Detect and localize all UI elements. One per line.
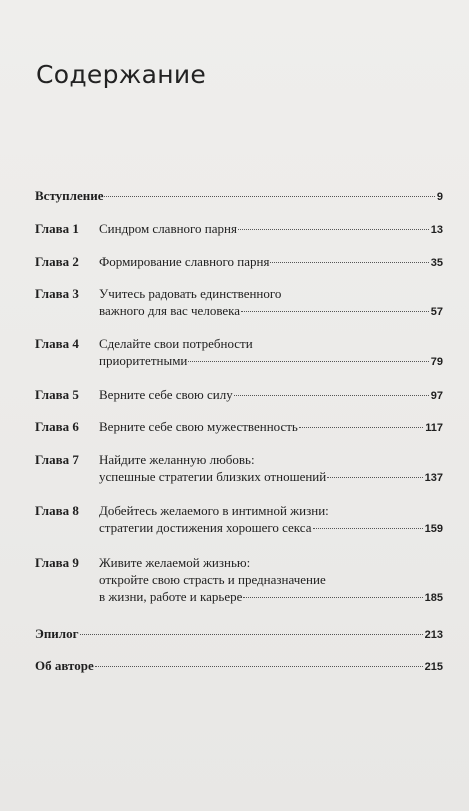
entry-title-line: Об авторе	[35, 658, 94, 673]
entry-title-last-line	[99, 418, 443, 437]
chapter-label: Глава 3	[35, 286, 79, 301]
page-number: 215	[424, 661, 443, 673]
entry-title-last-line	[99, 588, 443, 607]
entry-title	[99, 554, 443, 607]
page-title: Содержание	[36, 60, 207, 89]
entry-title	[99, 418, 443, 437]
dot-leader	[270, 262, 428, 263]
page-number: 35	[430, 257, 443, 269]
page-number: 159	[424, 523, 443, 535]
page-number: 97	[430, 390, 443, 402]
entry-title-line: Живите желаемой жизнью:	[99, 555, 251, 570]
entry-title	[99, 285, 443, 321]
entry-title-last-line	[35, 657, 443, 676]
entry-title-last-line	[99, 519, 443, 538]
chapter-label: Глава 8	[35, 503, 79, 518]
entry-title-line: стратегии достижения хорошего секса	[99, 520, 312, 535]
dot-leader	[104, 196, 434, 197]
page-number: 117	[425, 422, 443, 434]
page-number: 79	[430, 356, 443, 368]
dot-leader	[80, 634, 423, 635]
dot-leader	[95, 666, 423, 667]
entry-title-last-line	[35, 625, 443, 644]
entry-title-line: Найдите желанную любовь:	[99, 452, 255, 467]
chapter-label: Глава 7	[35, 452, 79, 467]
page-number: 13	[430, 224, 443, 236]
entry-title	[35, 187, 443, 206]
dot-leader	[243, 597, 422, 598]
chapter-label: Глава 2	[35, 254, 79, 269]
page-number: 185	[424, 592, 443, 604]
chapter-label: Глава 5	[35, 387, 79, 402]
chapter-label: Глава 6	[35, 419, 79, 434]
entry-title-last-line	[99, 386, 443, 405]
chapter-label: Глава 9	[35, 555, 79, 570]
entry-title	[35, 625, 443, 644]
entry-title-line: Добейтесь желаемого в интимной жизни:	[99, 503, 329, 518]
entry-title-last-line	[99, 220, 443, 239]
entry-title	[99, 386, 443, 405]
dot-leader	[327, 477, 422, 478]
dot-leader	[234, 395, 429, 396]
entry-title-line: успешные стратегии близких отношений	[99, 469, 327, 484]
dot-leader	[188, 361, 428, 362]
entry-title-line: Верните себе свою мужественность	[99, 419, 298, 434]
dot-leader	[238, 229, 429, 230]
entry-title-line: откройте свою страсть и предназначение	[99, 572, 326, 587]
entry-title	[99, 253, 443, 272]
entry-title-line: Сделайте свои потребности	[99, 336, 253, 351]
entry-title	[35, 657, 443, 676]
page-number: 57	[430, 306, 443, 318]
page-number: 213	[424, 629, 443, 641]
entry-title	[99, 451, 443, 487]
entry-title	[99, 502, 443, 538]
chapter-label: Глава 1	[35, 221, 79, 236]
entry-title-line: в жизни, работе и карьере	[99, 589, 243, 604]
entry-title-line: Учитесь радовать единственного	[99, 286, 282, 301]
dot-leader	[299, 427, 423, 428]
entry-title-line: Формирование славного парня	[99, 254, 270, 269]
entry-title-last-line	[99, 302, 443, 321]
entry-title-line: приоритетными	[99, 353, 188, 368]
entry-title	[99, 220, 443, 239]
entry-title-last-line	[99, 253, 443, 272]
page-number: 9	[436, 191, 443, 203]
chapter-label: Глава 4	[35, 336, 79, 351]
dot-leader	[313, 528, 423, 529]
entry-title-line: Эпилог	[35, 626, 79, 641]
entry-title-last-line	[35, 187, 443, 206]
entry-title-line: Верните себе свою силу	[99, 387, 233, 402]
page-number: 137	[424, 472, 443, 484]
entry-title	[99, 335, 443, 371]
entry-title-line: важного для вас человека	[99, 303, 241, 318]
dot-leader	[241, 311, 429, 312]
entry-title-line: Вступление	[35, 188, 104, 203]
entry-title-last-line	[99, 468, 443, 487]
entry-title-last-line	[99, 352, 443, 371]
entry-title-line: Синдром славного парня	[99, 221, 237, 236]
